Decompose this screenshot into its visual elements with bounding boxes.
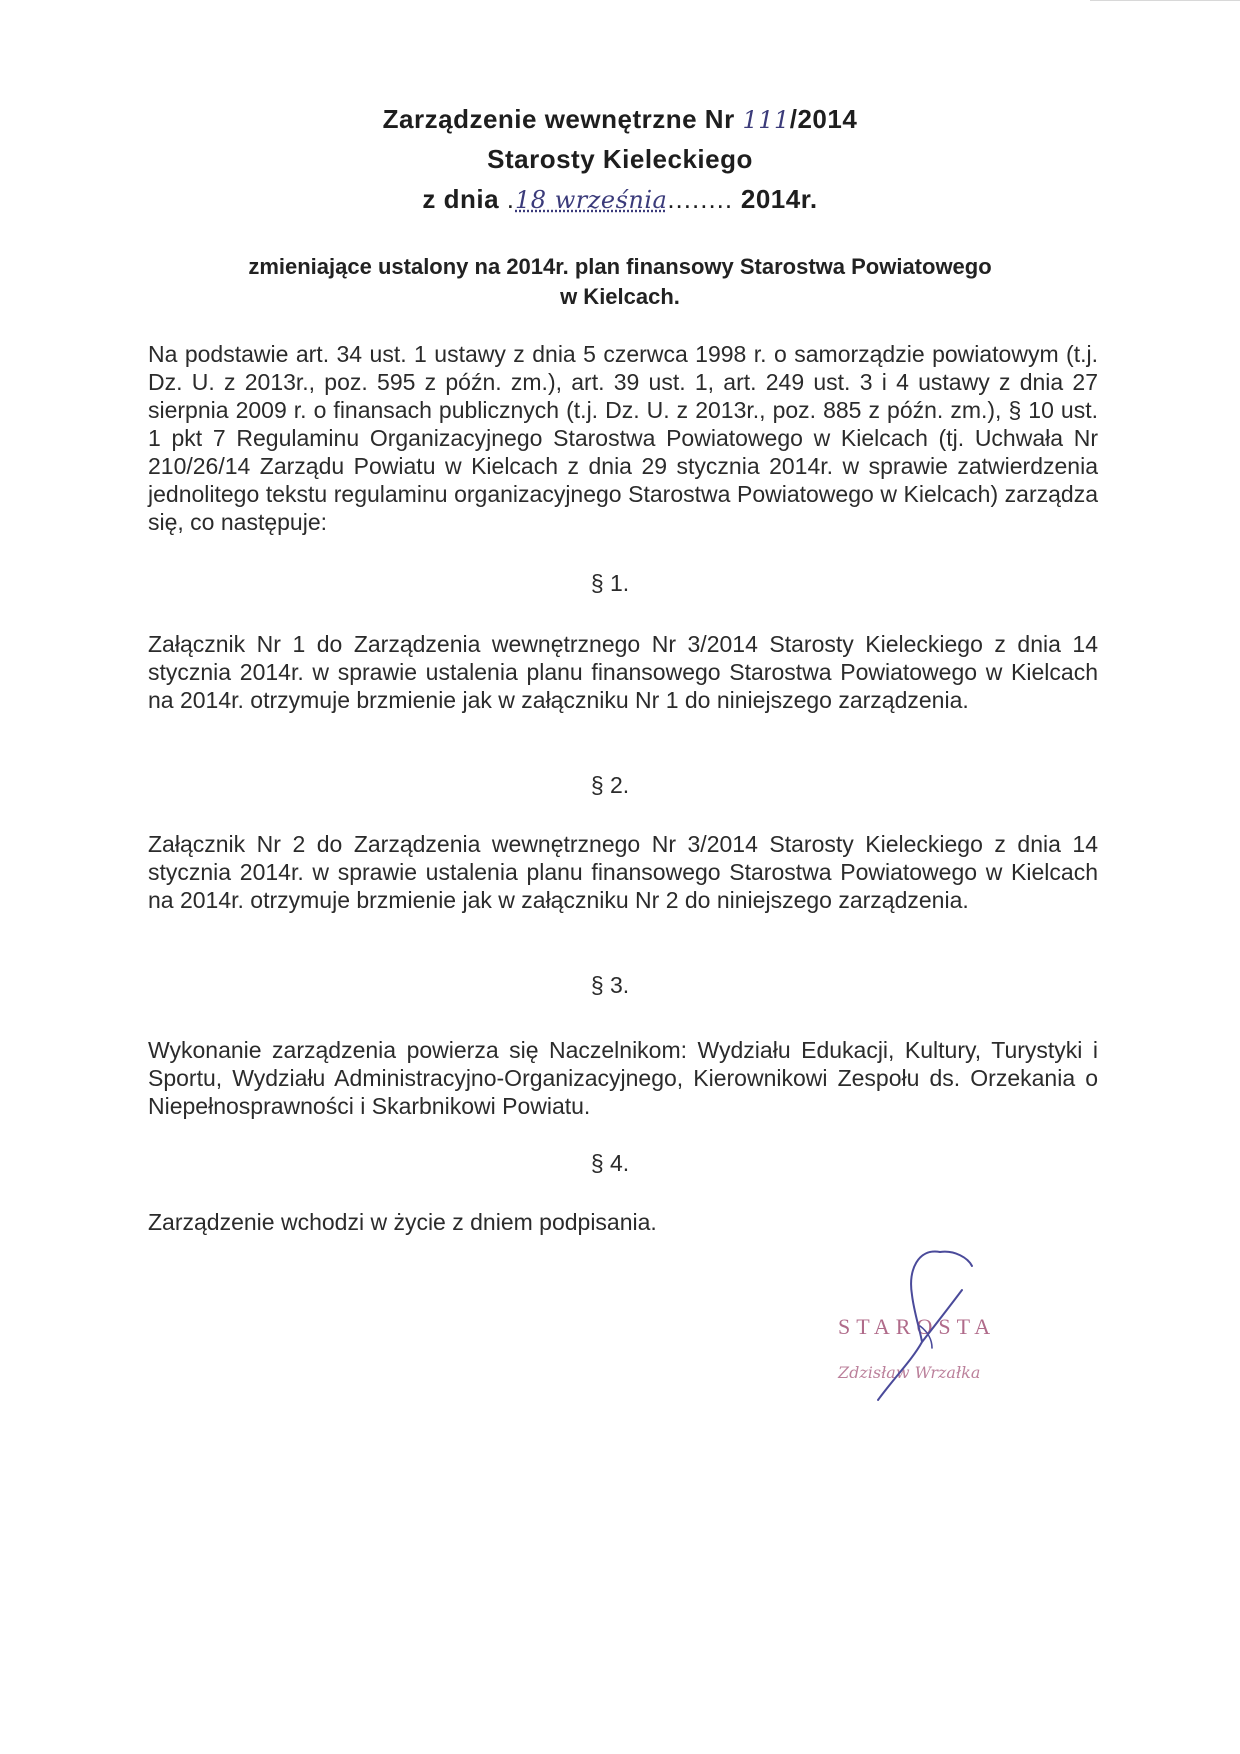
order-date-prefix: z dnia (422, 184, 500, 214)
date-dots-trailing: ........ (667, 184, 734, 214)
subject-line-1: zmieniające ustalony na 2014r. plan finansowy Starostwa Powiatowego (248, 254, 992, 279)
order-date-suffix: 2014r. (740, 184, 818, 214)
order-date-handwritten: 18 września (515, 186, 668, 214)
date-dots: . (506, 184, 516, 214)
section-2-heading: § 2. (590, 772, 630, 798)
order-date (140, 184, 1100, 215)
order-subject (180, 252, 1060, 312)
section-2-text: Załącznik Nr 2 do Zarządzenia wewnętrznego Nr 3/2014 Starosty Kieleckiego z dnia 14 stycznia 2014r. w sprawie ustalenia planu finansowego Starostwa Powiatowego w Kielcach na 2014r. otrzymuje brzmienie jak w załączniku Nr 2 do niniejszego zarządzenia. (148, 831, 1098, 913)
section-4-heading: § 4. (590, 1150, 630, 1176)
stamp-title: STAROSTA (838, 1314, 997, 1339)
section-3-text: Wykonanie zarządzenia powierza się Naczelnikom: Wydziału Edukacji, Kultury, Turystyki i Sportu, Wydziału Administracyjno-Organizacyjnego, Kierownikowi Zespołu ds. Orzekania o Niepełnosprawności i Skarbnikowi Powiatu. (148, 1037, 1098, 1119)
section-4-text: Zarządzenie wchodzi w życie z dniem podpisania. (148, 1209, 657, 1235)
signature-scribble (820, 1240, 1020, 1440)
scan-edge-line (1090, 0, 1240, 1)
starosta-stamp (820, 1240, 1020, 1440)
stamp-name: Zdzisław Wrzałka (838, 1363, 981, 1382)
order-title-suffix: /2014 (789, 104, 858, 134)
section-3-heading: § 3. (590, 972, 630, 998)
order-title (140, 104, 1100, 135)
issuer-title: Starosty Kieleckiego (487, 144, 753, 174)
preamble-paragraph: Na podstawie art. 34 ust. 1 ustawy z dnia 5 czerwca 1998 r. o samorządzie powiatowym (t.j. Dz. U. z 2013r., poz. 595 z późn. zm.), art. 39 ust. 1, art. 249 ust. 3 i 4 ustawy z dnia 27 sierpnia 2009 r. o finansach publicznych (t.j. Dz. U. z 2013r., poz. 885 z późn. zm.), § 10 ust. 1 pkt 7 Regulaminu Organizacyjnego Starostwa Powiatowego w Kielcach (tj. Uchwała Nr 210/26/14 Zarządu Powiatu w Kielcach z dnia 29 stycznia 2014r. w sprawie zatwierdzenia jednolitego tekstu regulaminu organizacyjnego Starostwa Powiatowego w Kielcach) zarządza się, co następuje: (148, 341, 1098, 535)
order-number-handwritten: 111 (742, 106, 790, 134)
section-1-text: Załącznik Nr 1 do Zarządzenia wewnętrznego Nr 3/2014 Starosty Kieleckiego z dnia 14 stycznia 2014r. w sprawie ustalenia planu finansowego Starostwa Powiatowego w Kielcach na 2014r. otrzymuje brzmienie jak w załączniku Nr 1 do niniejszego zarządzenia. (148, 631, 1098, 713)
section-1-heading: § 1. (590, 570, 630, 596)
subject-line-2: w Kielcach. (560, 284, 680, 309)
order-title-prefix: Zarządzenie wewnętrzne Nr (382, 104, 735, 134)
